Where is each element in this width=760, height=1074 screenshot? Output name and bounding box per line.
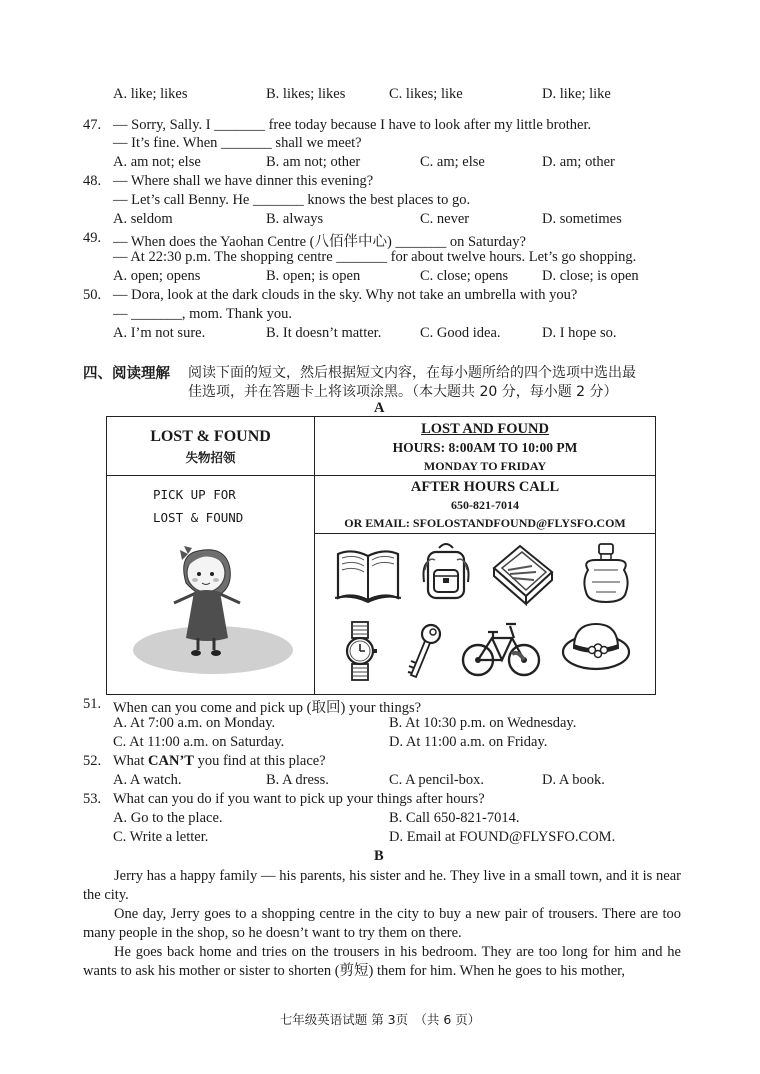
q51-number: 51. xyxy=(83,696,102,712)
q53-option-a: A. Go to the place. xyxy=(113,810,223,826)
q49-line2: — At 22:30 p.m. The shopping centre _______ for about twelve hours. Let’s go shopping. xyxy=(113,249,637,265)
q49-option-a: A. open; opens xyxy=(113,268,201,284)
q50-number: 50. xyxy=(83,287,102,303)
q51-option-d: D. At 11:00 a.m. on Friday. xyxy=(389,734,548,750)
q50-option-c: C. Good idea. xyxy=(420,325,501,341)
notice-email: OR EMAIL: SFOLOSTANDFOUND@FLYSFO.COM xyxy=(344,516,626,530)
q50-option-b: B. It doesn’t matter. xyxy=(266,325,382,341)
q51-option-c: C. At 11:00 a.m. on Saturday. xyxy=(113,734,285,750)
q52-number: 52. xyxy=(83,753,102,769)
passage-b-paragraph-1: Jerry has a happy family — his parents, his sister and he. They live in a small town, and it is near the city. xyxy=(83,868,681,903)
q52-stem xyxy=(113,753,326,770)
q51-stem: When can you come and pick up (取回) your things? xyxy=(113,700,422,716)
q52-option-d: D. A book. xyxy=(542,772,605,788)
q53-option-b: B. Call 650-821-7014. xyxy=(389,810,520,826)
q46-option-d: D. like; like xyxy=(542,86,611,102)
perfume-bottle-icon xyxy=(580,542,632,606)
pickup-line1: PICK UP FOR xyxy=(153,487,236,502)
q47-option-d: D. am; other xyxy=(542,154,615,170)
q46-option-a: A. like; likes xyxy=(113,86,188,102)
q52-option-b: B. A dress. xyxy=(266,772,329,788)
q53-option-d: D. Email at FOUND@FLYSFO.COM. xyxy=(389,829,616,845)
q47-option-c: C. am; else xyxy=(420,154,485,170)
q53-number: 53. xyxy=(83,791,102,807)
section-instruction-line2: 佳选项，并在答题卡上将该项涂黑。（本大题共 20 分，每小题 2 分） xyxy=(188,384,618,400)
q47-option-b: B. am not; other xyxy=(266,154,361,170)
key-icon xyxy=(403,622,445,682)
notice-after-hours: AFTER HOURS CALL xyxy=(410,479,560,495)
backpack-icon xyxy=(421,540,471,606)
q49-option-b: B. open; is open xyxy=(266,268,361,284)
q47-option-a: A. am not; else xyxy=(113,154,201,170)
notice-hours: HOURS: 8:00AM TO 10:00 PM xyxy=(392,440,578,455)
notice-left-subtitle: 失物招领 xyxy=(185,450,236,465)
notice-days: MONDAY TO FRIDAY xyxy=(423,459,547,473)
page-footer: 七年级英语试题 第 3页 （共 6 页） xyxy=(279,1012,481,1027)
q49-option-d: D. close; is open xyxy=(542,268,639,284)
pencil-box-icon xyxy=(490,542,556,606)
q47-line1: — Sorry, Sally. I _______ free today because I have to look after my little brother. xyxy=(113,117,592,133)
q46-option-b: B. likes; likes xyxy=(266,86,346,102)
notice-left-title: LOST & FOUND xyxy=(150,428,271,445)
q52-stem-before: What xyxy=(113,753,149,769)
q50-line1: — Dora, look at the dark clouds in the sky. Why not take an umbrella with you? xyxy=(113,287,578,303)
q48-line1: — Where shall we have dinner this evening? xyxy=(113,173,374,189)
q50-option-a: A. I’m not sure. xyxy=(113,325,206,341)
q49-option-c: C. close; opens xyxy=(420,268,509,284)
q49-number: 49. xyxy=(83,230,102,246)
q53-option-c: C. Write a letter. xyxy=(113,829,209,845)
q48-option-c: C. never xyxy=(420,211,470,227)
section-instruction-line1: 阅读下面的短文，然后根据短文内容，在每小题所给的四个选项中选出最 xyxy=(188,365,636,381)
q50-line2: — _______, mom. Thank you. xyxy=(113,306,292,322)
q48-line2: — Let’s call Benny. He _______ knows the best places to go. xyxy=(113,192,471,208)
q46-option-c: C. likes; like xyxy=(389,86,463,102)
q48-option-d: D. sometimes xyxy=(542,211,622,227)
table-divider-icons xyxy=(315,533,655,534)
q50-option-d: D. I hope so. xyxy=(542,325,617,341)
q52-stem-bold: CAN’T xyxy=(148,753,194,769)
hat-icon xyxy=(560,618,632,674)
q47-number: 47. xyxy=(83,117,102,133)
q52-option-a: A. A watch. xyxy=(113,772,182,788)
q52-stem-after: you find at this place? xyxy=(193,753,326,769)
book-icon xyxy=(333,546,403,606)
q48-number: 48. xyxy=(83,173,102,189)
q47-line2: — It’s fine. When _______ shall we meet? xyxy=(113,135,362,151)
passage-a-label: A xyxy=(374,400,385,416)
passage-b-label: B xyxy=(374,848,384,864)
section-heading: 四、阅读理解 xyxy=(83,366,170,382)
q48-option-a: A. seldom xyxy=(113,211,173,227)
passage-b-paragraph-3: He goes back home and tries on the trousers in his bedroom. They are too long for him and he wants to ask his mother or sister to shorten (剪短) them for him. When he goes to his mother, xyxy=(83,944,681,979)
bicycle-icon xyxy=(460,614,542,680)
q49-line1: — When does the Yaohan Centre (八佰伴中心) _______ on Saturday? xyxy=(113,234,526,250)
q52-option-c: C. A pencil-box. xyxy=(389,772,485,788)
table-divider-horizontal xyxy=(107,475,655,476)
notice-phone: 650-821-7014 xyxy=(451,498,519,512)
passage-b-paragraph-2: One day, Jerry goes to a shopping centre in the city to buy a new pair of trousers. There are too many people in the shop, so he doesn’t want to try them on there. xyxy=(83,906,681,941)
watch-icon xyxy=(340,620,380,682)
q53-stem: What can you do if you want to pick up your things after hours? xyxy=(113,791,485,807)
girl-illustration xyxy=(128,538,298,680)
q51-option-b: B. At 10:30 p.m. on Wednesday. xyxy=(389,715,577,731)
q51-option-a: A. At 7:00 a.m. on Monday. xyxy=(113,715,276,731)
notice-right-title: LOST AND FOUND xyxy=(421,421,549,437)
pickup-line2: LOST & FOUND xyxy=(153,510,244,525)
q48-option-b: B. always xyxy=(266,211,324,227)
